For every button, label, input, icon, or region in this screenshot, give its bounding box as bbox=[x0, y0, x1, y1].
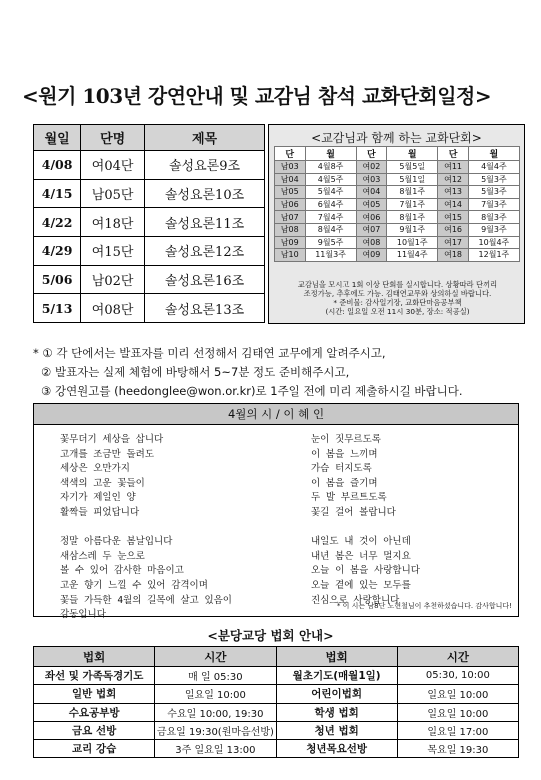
poem-box bbox=[33, 403, 519, 621]
counsel-month-cell: 7월3주 bbox=[468, 198, 519, 211]
table-row bbox=[34, 208, 265, 237]
date-cell: 5/13 bbox=[34, 294, 81, 323]
table-header-row bbox=[34, 125, 265, 151]
instruction-1: * ① 각 단에서는 발표자를 미리 선정해서 김태연 교무에게 알려주시고, bbox=[33, 346, 386, 360]
counsel-group-cell: 여11 bbox=[438, 161, 469, 174]
instruction-2: ② 발표자는 실제 체험에 바탕해서 5~7분 정도 준비해주시고, bbox=[41, 365, 350, 379]
topic-cell: 솔성요론13조 bbox=[145, 294, 265, 323]
header-service: 법회 bbox=[34, 647, 155, 667]
service-time-cell: 매 일 05:30 bbox=[155, 667, 276, 685]
counsel-month-cell: 7월1주 bbox=[387, 198, 438, 211]
counsel-group-cell: 여03 bbox=[356, 173, 387, 186]
page-title: <원기 103년 강연안내 및 교감님 참석 교화단회일정> bbox=[22, 84, 492, 108]
counsel-group-cell: 여06 bbox=[356, 211, 387, 224]
worship-row bbox=[34, 667, 519, 685]
poem-title: 4월의 시 / 이 혜 인 bbox=[34, 404, 518, 425]
worship-row bbox=[34, 721, 519, 739]
poem-credit: * 이 시는 남8단 노현철님이 추천하셨습니다. 감사합니다! bbox=[336, 602, 512, 610]
counsel-note-line: * 준비물: 감사일기장, 교화단마음공부책 bbox=[333, 298, 462, 307]
header-month: 월 bbox=[387, 147, 438, 161]
service-time-cell: 일요일 17:00 bbox=[397, 721, 518, 739]
worship-table bbox=[33, 646, 519, 758]
topic-cell: 솔성요론16조 bbox=[145, 265, 265, 294]
table-row bbox=[34, 237, 265, 266]
instructions bbox=[33, 344, 533, 401]
service-time-cell: 금요일 19:30(원마음선방) bbox=[155, 721, 276, 739]
service-time-cell: 수요일 10:00, 19:30 bbox=[155, 703, 276, 721]
counsel-row bbox=[275, 211, 520, 224]
counsel-group-cell: 남06 bbox=[275, 198, 306, 211]
table-row bbox=[34, 294, 265, 323]
counsel-table bbox=[274, 146, 520, 262]
counsel-group-cell: 여14 bbox=[438, 198, 469, 211]
group-cell: 남05단 bbox=[81, 179, 145, 208]
counsel-row bbox=[275, 161, 520, 174]
header-service: 법회 bbox=[276, 647, 397, 667]
service-name-cell: 청년 법회 bbox=[276, 721, 397, 739]
table-row bbox=[34, 151, 265, 180]
worship-row bbox=[34, 740, 519, 758]
counsel-group-cell: 남05 bbox=[275, 186, 306, 199]
service-time-cell: 일요일 10:00 bbox=[397, 685, 518, 703]
group-cell: 여18단 bbox=[81, 208, 145, 237]
counsel-month-cell: 4월5주 bbox=[305, 173, 356, 186]
service-time-cell: 일요일 10:00 bbox=[397, 703, 518, 721]
service-time-cell: 목요일 19:30 bbox=[397, 740, 518, 758]
counsel-month-cell: 8월4주 bbox=[305, 223, 356, 236]
counsel-group-cell: 여07 bbox=[356, 223, 387, 236]
topic-cell: 솔성요론9조 bbox=[145, 151, 265, 180]
instruction-3: ③ 강연원고를 (heedonglee@won.or.kr)로 1주일 전에 미리 제출하시길 바랍니다. bbox=[41, 384, 463, 398]
header-group: 단명 bbox=[81, 125, 145, 151]
counsel-group-cell: 여17 bbox=[438, 236, 469, 249]
date-cell: 4/15 bbox=[34, 179, 81, 208]
topic-cell: 솔성요론10조 bbox=[145, 179, 265, 208]
header-date: 월일 bbox=[34, 125, 81, 151]
counsel-group-cell: 여02 bbox=[356, 161, 387, 174]
counsel-note-line: (시간: 일요일 오전 11시 30분, 장소: 적공실) bbox=[325, 307, 470, 316]
worship-row bbox=[34, 703, 519, 721]
service-name-cell: 월초기도(매월1일) bbox=[276, 667, 397, 685]
counsel-month-cell: 4월8주 bbox=[305, 161, 356, 174]
service-name-cell: 교리 강습 bbox=[34, 740, 155, 758]
counsel-row bbox=[275, 198, 520, 211]
lecture-schedule-table bbox=[33, 124, 265, 323]
counsel-month-cell: 8월3주 bbox=[468, 211, 519, 224]
counsel-month-cell: 5월1일 bbox=[387, 173, 438, 186]
worship-row bbox=[34, 685, 519, 703]
header-time: 시간 bbox=[397, 647, 518, 667]
counsel-group-cell: 여15 bbox=[438, 211, 469, 224]
header-time: 시간 bbox=[155, 647, 276, 667]
counsel-note bbox=[275, 280, 520, 316]
counsel-row bbox=[275, 249, 520, 262]
header-month: 월 bbox=[468, 147, 519, 161]
counsel-group-cell: 여08 bbox=[356, 236, 387, 249]
counsel-row bbox=[275, 173, 520, 186]
table-row bbox=[34, 179, 265, 208]
counsel-group-cell: 여13 bbox=[438, 186, 469, 199]
header-group: 단 bbox=[438, 147, 469, 161]
counsel-month-cell: 6월4주 bbox=[305, 198, 356, 211]
counsel-group-cell: 여04 bbox=[356, 186, 387, 199]
counsel-group-cell: 여09 bbox=[356, 249, 387, 262]
counsel-month-cell: 10월4주 bbox=[468, 236, 519, 249]
worship-title: <분당교당 법회 안내> bbox=[207, 628, 334, 643]
worship-header-row bbox=[34, 647, 519, 667]
topic-cell: 솔성요론12조 bbox=[145, 237, 265, 266]
counsel-month-cell: 10월1주 bbox=[387, 236, 438, 249]
counsel-month-cell: 5월5일 bbox=[387, 161, 438, 174]
poem-left-column: 꽃무더기 세상을 삽니다 고개를 조금만 돌려도 세상은 오만가지 색색의 고운 꽃들이 자기가 제일인 양 활짝들 피었답니다 정말 아름다운 봄날입니다 새삼스레 두 눈으로 볼 수 있어 감사한 마음이고 고운 향기 느낄 수 있어 감격이며 꽃들 가득한 4월의 길목에 살고 있음이 감동입니다 bbox=[60, 434, 232, 621]
counsel-box bbox=[268, 124, 525, 324]
counsel-row bbox=[275, 186, 520, 199]
service-time-cell: 일요일 10:00 bbox=[155, 685, 276, 703]
counsel-group-cell: 남04 bbox=[275, 173, 306, 186]
table-row bbox=[34, 265, 265, 294]
counsel-note-line: 교감님을 모시고 1회 이상 단회를 실시합니다. 상황따라 단끼리 bbox=[297, 280, 498, 289]
service-name-cell: 어린이법회 bbox=[276, 685, 397, 703]
counsel-month-cell: 4월4주 bbox=[468, 161, 519, 174]
counsel-month-cell: 9월3주 bbox=[468, 223, 519, 236]
counsel-month-cell: 5월3주 bbox=[468, 173, 519, 186]
group-cell: 남02단 bbox=[81, 265, 145, 294]
date-cell: 5/06 bbox=[34, 265, 81, 294]
service-name-cell: 좌선 및 가족독경기도 bbox=[34, 667, 155, 685]
counsel-month-cell: 9월1주 bbox=[387, 223, 438, 236]
group-cell: 여08단 bbox=[81, 294, 145, 323]
service-name-cell: 청년목요선방 bbox=[276, 740, 397, 758]
counsel-group-cell: 여05 bbox=[356, 198, 387, 211]
counsel-month-cell: 8월1주 bbox=[387, 211, 438, 224]
counsel-group-cell: 여12 bbox=[438, 173, 469, 186]
counsel-row bbox=[275, 236, 520, 249]
counsel-note-line: 조정가능, 추후에도 가능. 김태연교무와 상의하실 바랍니다. bbox=[303, 289, 492, 298]
service-name-cell: 금요 선방 bbox=[34, 721, 155, 739]
service-time-cell: 05:30, 10:00 bbox=[397, 667, 518, 685]
counsel-row bbox=[275, 223, 520, 236]
counsel-month-cell: 8월1주 bbox=[387, 186, 438, 199]
header-group: 단 bbox=[275, 147, 306, 161]
counsel-group-cell: 여18 bbox=[438, 249, 469, 262]
date-cell: 4/22 bbox=[34, 208, 81, 237]
group-cell: 여15단 bbox=[81, 237, 145, 266]
header-group: 단 bbox=[356, 147, 387, 161]
header-topic: 제목 bbox=[145, 125, 265, 151]
service-time-cell: 3주 일요일 13:00 bbox=[155, 740, 276, 758]
counsel-month-cell: 11월4주 bbox=[387, 249, 438, 262]
counsel-month-cell: 7월4주 bbox=[305, 211, 356, 224]
counsel-month-cell: 5월3주 bbox=[468, 186, 519, 199]
counsel-group-cell: 남08 bbox=[275, 223, 306, 236]
group-cell: 여04단 bbox=[81, 151, 145, 180]
date-cell: 4/29 bbox=[34, 237, 81, 266]
counsel-month-cell: 12월1주 bbox=[468, 249, 519, 262]
service-name-cell: 수요공부방 bbox=[34, 703, 155, 721]
counsel-group-cell: 남10 bbox=[275, 249, 306, 262]
counsel-group-cell: 여16 bbox=[438, 223, 469, 236]
header-month: 월 bbox=[305, 147, 356, 161]
date-cell: 4/08 bbox=[34, 151, 81, 180]
service-name-cell: 일반 법회 bbox=[34, 685, 155, 703]
counsel-month-cell: 5월4주 bbox=[305, 186, 356, 199]
topic-cell: 솔성요론11조 bbox=[145, 208, 265, 237]
counsel-group-cell: 남09 bbox=[275, 236, 306, 249]
counsel-group-cell: 남03 bbox=[275, 161, 306, 174]
service-name-cell: 학생 법회 bbox=[276, 703, 397, 721]
counsel-month-cell: 11월3주 bbox=[305, 249, 356, 262]
counsel-month-cell: 9월5주 bbox=[305, 236, 356, 249]
poem-right-column: 눈이 짓무르도록 이 봄을 느끼며 가슴 터지도록 이 봄을 즐기며 두 발 부르트도록 꽃길 걸어 볼랍니다 내일도 내 것이 아닌데 내년 봄은 너무 멀지요 오늘 이 봄을 사랑합니다 오늘 곁에 있는 모두를 진심으로 사랑합니다 bbox=[311, 434, 420, 606]
counsel-title: <교감님과 함께 하는 교화단회> bbox=[311, 131, 482, 145]
counsel-header-row bbox=[275, 147, 520, 161]
counsel-group-cell: 남07 bbox=[275, 211, 306, 224]
